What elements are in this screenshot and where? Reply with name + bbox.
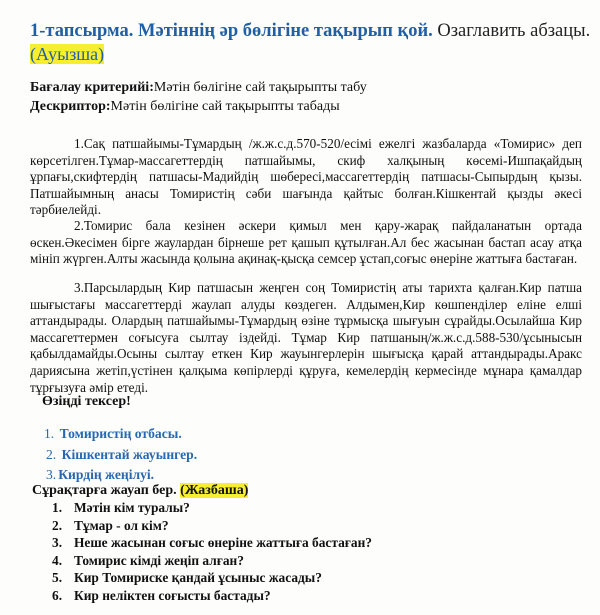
question-number: 4. — [52, 552, 63, 568]
assessment-criterion — [30, 79, 367, 96]
question-list — [52, 499, 372, 605]
item-text: Кирдің жеңілуі. — [58, 467, 155, 482]
paragraph-1: 1.Сақ патшайымы-Тұмардың /ж.ж.с.д.570-520/есімі ежелгі жазбаларда «Томирис» деп көрсетілген.Тұмар-массагеттердің патшайымы, скиф халқының көсемі-Ишпақайдың ұрпағы,скифтердің патшасы-Мадийдің шөбересі,массагеттердің патшасы-Сыпырдың қызы. Патшайымның анасы Томиристің сәби шағында қайтыс болған.Кішкентай қызды әкесі тәрбиелейді. — [30, 136, 582, 218]
answer-mode-highlight: (Жазбаша) — [180, 483, 249, 498]
question-text: Кир Томириске қандай ұсыныс жасады? — [74, 570, 322, 586]
question-item — [52, 569, 372, 587]
question-number: 5. — [52, 570, 63, 586]
question-text: Кир неліктен соғысты бастады? — [74, 587, 271, 603]
question-text: Томирис кімді жеңіп алған? — [74, 552, 244, 568]
question-text: Тұмар - ол кім? — [74, 517, 169, 533]
question-text: Мәтін кім туралы? — [74, 500, 190, 515]
question-item — [52, 587, 372, 605]
item-text: Томиристің отбасы. — [59, 426, 182, 441]
self-check-heading: Өзіңді тексер! — [42, 394, 131, 409]
item-number: 2. — [46, 446, 57, 462]
question-item — [52, 534, 372, 552]
item-number: 3. — [46, 467, 57, 482]
task-mode-highlight: (Ауызша) — [30, 44, 105, 64]
paragraph-3: 3.Парсылардың Кир патшасын жеңген соң Томиристің аты тарихта қалған.Кир патша шығыстағы массагеттерді жаулап алуды көздеген. Алдымен,Кир көшпенділер еліне елші аттандырады. Олардың патшайымы-Тұмардың өзіне тұрмысқа шығуын сұрайды.Осылайша Кир массагеттермен соғысуға сылтау іздейді. Тұмар Кир патшаның/ж.ж.с.д.588-530/ұсынысын қабылдамайды.Осыны сылтау еткен Кир жауынгерлерін шығысқа қарай аттандырады.Аракс дариясына жетіп,үстінен қалқыма көпірлерді құруға, кемелердің кермесінде мұнара қамалдар тұрғызуға әмір етеді. — [30, 280, 582, 395]
task-title — [30, 20, 590, 42]
self-check-item — [46, 445, 197, 466]
criterion-label: Бағалау критерийі: — [30, 80, 154, 95]
descriptor-label: Дескриптор: — [30, 99, 111, 114]
question-number: 2. — [52, 517, 63, 533]
item-number: 1. — [44, 426, 55, 441]
paragraph-2: 2.Томирис бала кезінен әскери қимыл мен қару-жарақ пайдаланатын ортада өскен.Әкесімен бірге жаулардан бірнеше рет қашып құтылған.Ал бес жасынан бастап асау атқа мініп жүрген.Алты жасында қолына ақинақ-қысқа семсер ұстап,соғыс өнеріне жаттыға бастаған. — [30, 218, 582, 267]
question-number: 6. — [52, 587, 63, 603]
task-title-kz: 1-тапсырма. Мәтіннің әр бөлігіне тақырып қой. — [30, 21, 433, 41]
question-number: 1. — [52, 500, 63, 515]
self-check-list — [44, 424, 197, 486]
descriptor — [30, 98, 340, 115]
question-text: Неше жасынан соғыс өнеріне жаттыға бастаған? — [74, 535, 372, 551]
self-check-item — [44, 424, 197, 445]
question-item — [52, 552, 372, 570]
descriptor-text: Мәтін бөлігіне сай тақырыпты табады — [110, 99, 340, 114]
answer-lead: Сұрақтарға жауап бер. — [32, 483, 177, 498]
criterion-text: Мәтін бөлігіне сай тақырыпты табу — [153, 80, 367, 95]
answer-heading — [32, 482, 248, 500]
task-mode — [30, 44, 104, 64]
question-item — [52, 517, 372, 535]
task-title-ru: Озаглавить абзацы. — [437, 21, 591, 41]
question-number: 3. — [52, 535, 63, 551]
item-text: Кішкентай жауынгер. — [61, 446, 198, 462]
question-item — [52, 499, 372, 517]
